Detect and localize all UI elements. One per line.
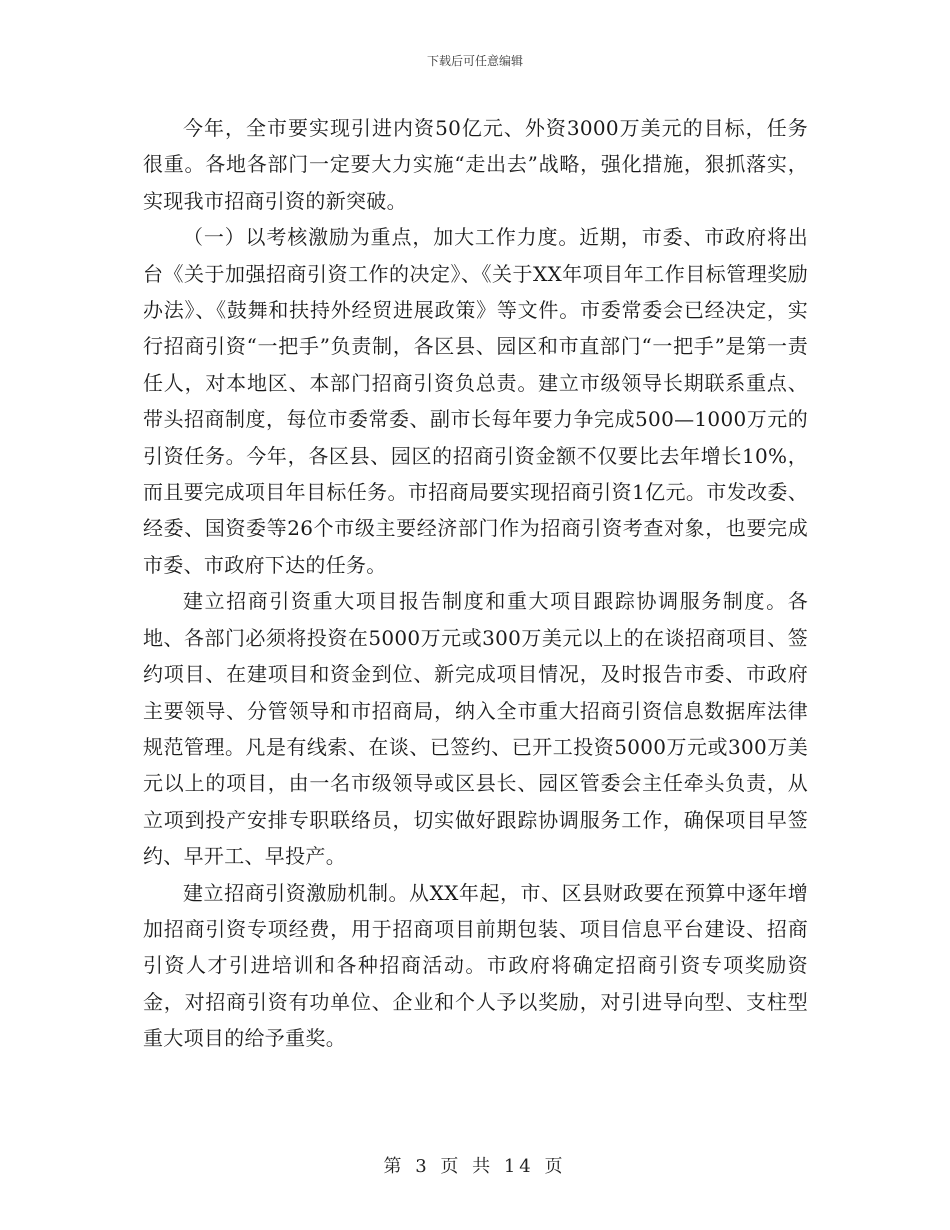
page-footer: 第 3 页 共 14 页: [383, 1156, 567, 1177]
paragraph-3: 建立招商引资重大项目报告制度和重大项目跟踪协调服务制度。各地、各部门必须将投资在5000万元或300万美元以上的在谈招商项目、签约项目、在建项目和资金到位、新完成项目情况，及时报告市委、市政府主要领导、分管领导和市招商局，纳入全市重大招商引资信息数据库法律规范管理。凡是有线索、在谈、已签约、已开工投资5000万元或300万美元以上的项目，由一名市级领导或区县长、园区管委会主任牵头负责，从立项到投产安排专职联络员，切实做好跟踪协调服务工作，确保项目早签约、早开工、早投产。: [143, 589, 808, 869]
document-body: [143, 110, 808, 1057]
page-header: 下载后可任意编辑: [426, 54, 523, 68]
paragraph-1: 今年，全市要实现引进内资50亿元、外资3000万美元的目标，任务很重。各地各部门一定要大力实施“走出去”战略，强化措施，狠抓落实，实现我市招商引资的新突破。: [143, 116, 808, 213]
paragraph-2: （一）以考核激励为重点，加大工作力度。近期，市委、市政府将出台《关于加强招商引资工作的决定》、《关于XX年项目年工作目标管理奖励办法》、《鼓舞和扶持外经贸进展政策》等文件。市委常委会已经决定，实行招商引资“一把手”负责制，各区县、园区和市直部门“一把手”是第一责任人，对本地区、本部门招商引资负总责。建立市级领导长期联系重点、带头招商制度，每位市委常委、副市长每年要力争完成500—1000万元的引资任务。今年，各区县、园区的招商引资金额不仅要比去年增长10%，而且要完成项目年目标任务。市招商局要实现招商引资1亿元。市发改委、经委、国资委等26个市级主要经济部门作为招商引资考查对象，也要完成市委、市政府下达的任务。: [143, 225, 808, 577]
paragraph-4: 建立招商引资激励机制。从XX年起，市、区县财政要在预算中逐年增加招商引资专项经费，用于招商项目前期包装、项目信息平台建设、招商引资人才引进培训和各种招商活动。市政府将确定招商引资专项奖励资金，对招商引资有功单位、企业和个人予以奖励，对引进导向型、支柱型重大项目的给予重奖。: [143, 880, 808, 1051]
